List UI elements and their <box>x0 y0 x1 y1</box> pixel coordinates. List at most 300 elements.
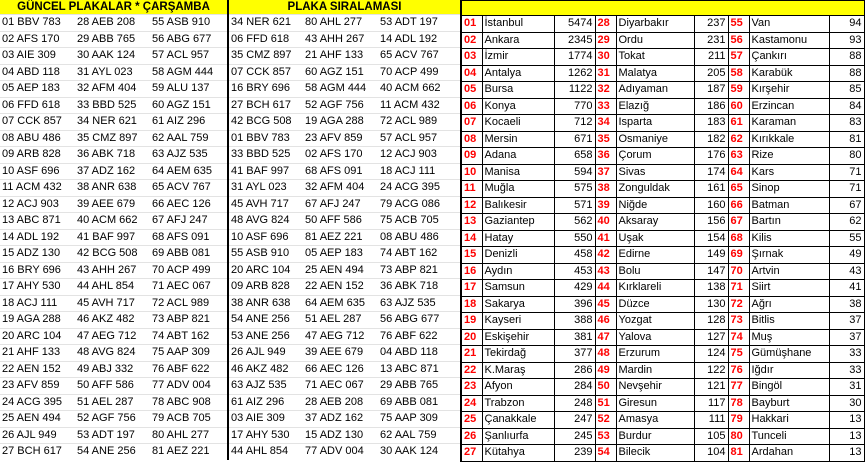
plate-cell: 67 AFJ 247 <box>150 213 228 230</box>
city-name: Kayseri <box>482 313 554 330</box>
plate-cell: 54 ANE 256 <box>228 312 303 329</box>
rank-code: 46 <box>595 313 616 330</box>
ranking-row <box>461 148 864 165</box>
plate-cell: 53 ANE 256 <box>228 328 303 345</box>
plate-cell: 33 BBD 525 <box>75 97 150 114</box>
plate-row <box>0 114 460 131</box>
plate-count: 5474 <box>554 16 595 33</box>
plate-count: 160 <box>694 197 728 214</box>
plate-row <box>0 229 460 246</box>
city-name: Kilis <box>749 230 829 247</box>
city-name: Muş <box>749 329 829 346</box>
city-name: Tokat <box>616 49 694 66</box>
plate-count: 594 <box>554 164 595 181</box>
plate-cell: 75 ACB 705 <box>378 213 460 230</box>
plate-cell: 12 ACJ 903 <box>0 196 75 213</box>
ranking-row <box>461 263 864 280</box>
rank-code: 50 <box>595 379 616 396</box>
rank-code: 25 <box>461 412 482 429</box>
plate-count: 575 <box>554 181 595 198</box>
city-name: Kütahya <box>482 445 554 462</box>
city-name: Sinop <box>749 181 829 198</box>
plate-cell: 58 AGM 444 <box>150 64 228 81</box>
plate-cell: 38 ANR 638 <box>75 180 150 197</box>
city-name: Isparta <box>616 115 694 132</box>
city-name: Karaman <box>749 115 829 132</box>
plate-count: 712 <box>554 115 595 132</box>
plate-count: 381 <box>554 329 595 346</box>
ranking-row <box>461 214 864 231</box>
plate-cell: 10 ASF 696 <box>228 229 303 246</box>
rank-code: 54 <box>595 445 616 462</box>
rank-code: 72 <box>728 296 749 313</box>
plate-cell: 61 AIZ 296 <box>150 114 228 131</box>
ranking-row <box>461 329 864 346</box>
plate-count: 85 <box>829 82 864 99</box>
rank-code: 10 <box>461 164 482 181</box>
city-ranking-table <box>460 0 865 462</box>
ranking-row <box>461 115 864 132</box>
plate-cell: 02 AFS 170 <box>303 147 378 164</box>
plate-count: 33 <box>829 362 864 379</box>
plate-row <box>0 97 460 114</box>
plate-cell: 53 ADT 197 <box>378 15 460 32</box>
rank-code: 73 <box>728 313 749 330</box>
ranking-row <box>461 230 864 247</box>
plate-cell: 10 ASF 696 <box>0 163 75 180</box>
rank-code: 36 <box>595 148 616 165</box>
plate-cell: 39 AEE 679 <box>303 345 378 362</box>
plate-row <box>0 196 460 213</box>
plate-cell: 09 ARB 828 <box>0 147 75 164</box>
city-name: Karabük <box>749 65 829 82</box>
plate-cell: 24 ACG 395 <box>378 180 460 197</box>
city-name: Kocaeli <box>482 115 554 132</box>
city-name: Tekirdağ <box>482 346 554 363</box>
plate-cell: 47 AEG 712 <box>75 328 150 345</box>
plate-cell: 60 AGZ 151 <box>150 97 228 114</box>
plate-cell: 25 AEN 494 <box>303 262 378 279</box>
city-name: Manisa <box>482 164 554 181</box>
plate-cell: 56 ABG 677 <box>150 31 228 48</box>
rank-code: 30 <box>595 49 616 66</box>
plate-count: 770 <box>554 98 595 115</box>
plate-count: 248 <box>554 395 595 412</box>
plate-cell: 18 ACJ 111 <box>0 295 75 312</box>
plate-cell: 15 ADZ 130 <box>303 427 378 444</box>
plate-count: 55 <box>829 230 864 247</box>
plate-cell: 73 ABP 821 <box>150 312 228 329</box>
city-name: Ordu <box>616 32 694 49</box>
plate-cell: 80 AHL 277 <box>150 427 228 444</box>
rank-code: 16 <box>461 263 482 280</box>
plate-cell: 51 AEL 287 <box>75 394 150 411</box>
plate-cell: 40 ACM 662 <box>75 213 150 230</box>
plate-cell: 22 AEN 152 <box>0 361 75 378</box>
rank-code: 48 <box>595 346 616 363</box>
plate-count: 458 <box>554 247 595 264</box>
rank-code: 63 <box>728 148 749 165</box>
city-name: Diyarbakır <box>616 16 694 33</box>
plate-cell: 71 AEC 067 <box>150 279 228 296</box>
plate-cell: 77 ADV 004 <box>303 444 378 460</box>
plate-cell: 55 ASB 910 <box>228 246 303 263</box>
plate-cell: 77 ADV 004 <box>150 378 228 395</box>
plate-count: 41 <box>829 280 864 297</box>
plate-cell: 51 AEL 287 <box>303 312 378 329</box>
rank-code: 56 <box>728 32 749 49</box>
city-name: Bursa <box>482 82 554 99</box>
plate-row <box>0 394 460 411</box>
city-name: Trabzon <box>482 395 554 412</box>
ranking-row <box>461 412 864 429</box>
rank-code: 68 <box>728 230 749 247</box>
rank-code: 23 <box>461 379 482 396</box>
city-name: Mersin <box>482 131 554 148</box>
rank-code: 07 <box>461 115 482 132</box>
plate-count: 83 <box>829 115 864 132</box>
ranking-row <box>461 197 864 214</box>
plate-count: 237 <box>694 16 728 33</box>
plate-cell: 08 ABU 486 <box>378 229 460 246</box>
city-name: Ankara <box>482 32 554 49</box>
ranking-row <box>461 313 864 330</box>
plate-cell: 16 BRY 696 <box>0 262 75 279</box>
plate-cell: 27 BCH 617 <box>228 97 303 114</box>
rank-code: 02 <box>461 32 482 49</box>
city-name: Giresun <box>616 395 694 412</box>
plate-cell: 33 BBD 525 <box>228 147 303 164</box>
plate-cell: 06 FFD 618 <box>0 97 75 114</box>
rank-code: 22 <box>461 362 482 379</box>
city-name: Konya <box>482 98 554 115</box>
rank-code: 57 <box>728 49 749 66</box>
city-name: Kars <box>749 164 829 181</box>
ranking-row <box>461 98 864 115</box>
plate-cell: 21 AHF 133 <box>0 345 75 362</box>
city-name: Denizli <box>482 247 554 264</box>
city-name: Afyon <box>482 379 554 396</box>
rank-code: 08 <box>461 131 482 148</box>
plate-cell: 27 BCH 617 <box>0 444 75 460</box>
plate-cell: 50 AFF 586 <box>75 378 150 395</box>
plate-cell: 58 AGM 444 <box>303 81 378 98</box>
plate-count: 388 <box>554 313 595 330</box>
plate-cell: 59 ALU 137 <box>150 81 228 98</box>
plate-cell: 23 AFV 859 <box>303 130 378 147</box>
plate-cell: 05 AEP 183 <box>0 81 75 98</box>
plate-count: 245 <box>554 428 595 445</box>
plate-count: 286 <box>554 362 595 379</box>
plate-cell: 39 AEE 679 <box>75 196 150 213</box>
plate-cell: 26 AJL 949 <box>0 427 75 444</box>
plate-cell: 43 AHH 267 <box>75 262 150 279</box>
plate-cell: 48 AVG 824 <box>75 345 150 362</box>
ranking-row <box>461 65 864 82</box>
city-name: Aydın <box>482 263 554 280</box>
rank-code: 42 <box>595 247 616 264</box>
plate-cell: 11 ACM 432 <box>0 180 75 197</box>
plate-cell: 16 BRY 696 <box>228 81 303 98</box>
plate-count: 211 <box>694 49 728 66</box>
ranking-row <box>461 280 864 297</box>
rank-code: 52 <box>595 412 616 429</box>
city-name: Uşak <box>616 230 694 247</box>
plate-cell: 01 BBV 783 <box>228 130 303 147</box>
plate-row <box>0 81 460 98</box>
plate-cell: 75 AAP 309 <box>150 345 228 362</box>
plate-cell: 13 ABC 871 <box>0 213 75 230</box>
city-name: Gümüşhane <box>749 346 829 363</box>
plate-cell: 03 AIE 309 <box>228 411 303 428</box>
plate-cell: 61 AIZ 296 <box>228 394 303 411</box>
city-name: Erzincan <box>749 98 829 115</box>
rank-code: 32 <box>595 82 616 99</box>
plate-cell: 63 AJZ 535 <box>378 295 460 312</box>
plate-row <box>0 48 460 65</box>
plate-cell: 08 ABU 486 <box>0 130 75 147</box>
rank-code: 04 <box>461 65 482 82</box>
plate-count: 161 <box>694 181 728 198</box>
plate-row <box>0 262 460 279</box>
city-name: Samsun <box>482 280 554 297</box>
rank-code: 41 <box>595 230 616 247</box>
plate-cell: 74 ABT 162 <box>150 328 228 345</box>
city-name: Eskişehir <box>482 329 554 346</box>
plate-count: 147 <box>694 263 728 280</box>
plate-cell: 47 AEG 712 <box>303 328 378 345</box>
plate-cell: 46 AKZ 482 <box>75 312 150 329</box>
city-name: Artvin <box>749 263 829 280</box>
plate-cell: 60 AGZ 151 <box>303 64 378 81</box>
rank-code: 20 <box>461 329 482 346</box>
city-name: Muğla <box>482 181 554 198</box>
plate-cell: 19 AGA 288 <box>303 114 378 131</box>
plate-count: 38 <box>829 296 864 313</box>
plate-count: 49 <box>829 247 864 264</box>
city-name: Kırıkkale <box>749 131 829 148</box>
plate-count: 562 <box>554 214 595 231</box>
plate-count: 231 <box>694 32 728 49</box>
city-name: Antalya <box>482 65 554 82</box>
plate-cell: 32 AFM 404 <box>303 180 378 197</box>
ranking-row <box>461 395 864 412</box>
rank-code: 09 <box>461 148 482 165</box>
ranking-row <box>461 49 864 66</box>
plate-count: 377 <box>554 346 595 363</box>
plate-cell: 37 ADZ 162 <box>75 163 150 180</box>
plate-cell: 44 AHL 854 <box>228 444 303 460</box>
rank-code: 06 <box>461 98 482 115</box>
plate-cell: 04 ABD 118 <box>378 345 460 362</box>
plate-count: 67 <box>829 197 864 214</box>
plate-count: 37 <box>829 329 864 346</box>
rank-code: 51 <box>595 395 616 412</box>
plate-cell: 70 ACP 499 <box>378 64 460 81</box>
city-name: Bolu <box>616 263 694 280</box>
plate-cell: 67 AFJ 247 <box>303 196 378 213</box>
plate-row <box>0 147 460 164</box>
plate-count: 127 <box>694 329 728 346</box>
plate-cell: 52 AGF 756 <box>303 97 378 114</box>
plate-count: 122 <box>694 362 728 379</box>
city-name: Çanakkale <box>482 412 554 429</box>
city-name: Kırklareli <box>616 280 694 297</box>
rank-code: 75 <box>728 346 749 363</box>
plate-count: 94 <box>829 16 864 33</box>
city-name: Rize <box>749 148 829 165</box>
city-name: Mardin <box>616 362 694 379</box>
plate-cell: 07 CCK 857 <box>228 64 303 81</box>
city-name: Düzce <box>616 296 694 313</box>
plate-cell: 21 AHF 133 <box>303 48 378 65</box>
city-name: Bingöl <box>749 379 829 396</box>
plate-cell: 32 AFM 404 <box>75 81 150 98</box>
rank-code: 62 <box>728 131 749 148</box>
rank-code: 14 <box>461 230 482 247</box>
plate-cell: 66 AEC 126 <box>150 196 228 213</box>
plate-cell: 56 ABG 677 <box>378 312 460 329</box>
plate-row <box>0 213 460 230</box>
plate-cell: 30 AAK 124 <box>378 444 460 460</box>
plate-cell: 62 AAL 759 <box>150 130 228 147</box>
city-name: Gaziantep <box>482 214 554 231</box>
plate-cell: 76 ABF 622 <box>378 328 460 345</box>
rank-code: 53 <box>595 428 616 445</box>
plate-cell: 63 AJZ 535 <box>228 378 303 395</box>
rank-code: 35 <box>595 131 616 148</box>
plate-count: 284 <box>554 379 595 396</box>
rank-code: 49 <box>595 362 616 379</box>
plate-cell: 75 AAP 309 <box>378 411 460 428</box>
plate-row <box>0 130 460 147</box>
plate-cell: 53 ADT 197 <box>75 427 150 444</box>
plate-cell: 40 ACM 662 <box>378 81 460 98</box>
rank-code: 11 <box>461 181 482 198</box>
city-name: Ağrı <box>749 296 829 313</box>
plate-count: 429 <box>554 280 595 297</box>
plate-cell: 30 AAK 124 <box>75 48 150 65</box>
plate-row <box>0 345 460 362</box>
city-name: Çorum <box>616 148 694 165</box>
rank-code: 33 <box>595 98 616 115</box>
city-name: Malatya <box>616 65 694 82</box>
plate-count: 30 <box>829 395 864 412</box>
ranking-row <box>461 82 864 99</box>
plate-cell: 18 ACJ 111 <box>378 163 460 180</box>
city-name: Nevşehir <box>616 379 694 396</box>
plate-cell: 05 AEP 183 <box>303 246 378 263</box>
city-name: Çankırı <box>749 49 829 66</box>
plate-cell: 26 AJL 949 <box>228 345 303 362</box>
city-name: Sakarya <box>482 296 554 313</box>
city-name: Bayburt <box>749 395 829 412</box>
rank-code: 01 <box>461 16 482 33</box>
rank-code: 15 <box>461 247 482 264</box>
rank-code: 70 <box>728 263 749 280</box>
plate-cell: 13 ABC 871 <box>378 361 460 378</box>
city-name: Balıkesir <box>482 197 554 214</box>
plate-count: 84 <box>829 98 864 115</box>
plate-cell: 02 AFS 170 <box>0 31 75 48</box>
plate-cell: 66 AEC 126 <box>303 361 378 378</box>
city-name: Şanlıurfa <box>482 428 554 445</box>
rank-code: 81 <box>728 445 749 462</box>
plate-cell: 42 BCG 508 <box>75 246 150 263</box>
plate-count: 550 <box>554 230 595 247</box>
plate-count: 105 <box>694 428 728 445</box>
city-name: Erzurum <box>616 346 694 363</box>
plate-cell: 35 CMZ 897 <box>228 48 303 65</box>
rank-code: 43 <box>595 263 616 280</box>
rank-code: 60 <box>728 98 749 115</box>
plate-cell: 03 AIE 309 <box>0 48 75 65</box>
plate-row <box>0 64 460 81</box>
plate-cell: 09 ARB 828 <box>228 279 303 296</box>
plate-cell: 28 AEB 208 <box>75 15 150 32</box>
plate-cell: 04 ABD 118 <box>0 64 75 81</box>
city-name: K.Maraş <box>482 362 554 379</box>
plate-cell: 01 BBV 783 <box>0 15 75 32</box>
plate-cell: 71 AEC 067 <box>303 378 378 395</box>
plate-count: 671 <box>554 131 595 148</box>
city-name: Bilecik <box>616 445 694 462</box>
plate-count: 128 <box>694 313 728 330</box>
rank-code: 79 <box>728 412 749 429</box>
plate-count: 149 <box>694 247 728 264</box>
city-name: Batman <box>749 197 829 214</box>
plate-count: 205 <box>694 65 728 82</box>
city-name: Burdur <box>616 428 694 445</box>
current-plates-title: GÜNCEL PLAKALAR * ÇARŞAMBA <box>0 0 228 15</box>
plate-count: 571 <box>554 197 595 214</box>
city-name: Siirt <box>749 280 829 297</box>
city-name: Elazığ <box>616 98 694 115</box>
plate-cell: 38 ANR 638 <box>228 295 303 312</box>
plate-count: 43 <box>829 263 864 280</box>
plate-count: 124 <box>694 346 728 363</box>
plate-count: 130 <box>694 296 728 313</box>
plate-cell: 57 ACL 957 <box>378 130 460 147</box>
city-name: Kastamonu <box>749 32 829 49</box>
plate-cell: 17 AHY 530 <box>228 427 303 444</box>
city-name: Şırnak <box>749 247 829 264</box>
plate-count: 396 <box>554 296 595 313</box>
plate-count: 88 <box>829 65 864 82</box>
ranking-row <box>461 379 864 396</box>
rank-code: 80 <box>728 428 749 445</box>
city-name: Iğdır <box>749 362 829 379</box>
rank-code: 38 <box>595 181 616 198</box>
plate-cell: 81 AEZ 221 <box>150 444 228 460</box>
plate-cell: 15 ADZ 130 <box>0 246 75 263</box>
rank-code: 47 <box>595 329 616 346</box>
city-name: Adıyaman <box>616 82 694 99</box>
plate-count: 80 <box>829 148 864 165</box>
plate-row <box>0 180 460 197</box>
plate-cell: 55 ASB 910 <box>150 15 228 32</box>
ranking-header-row <box>461 1 864 16</box>
city-name: Edirne <box>616 247 694 264</box>
plate-count: 239 <box>554 445 595 462</box>
plate-count: 121 <box>694 379 728 396</box>
rank-code: 31 <box>595 65 616 82</box>
plate-count: 88 <box>829 49 864 66</box>
rank-code: 19 <box>461 313 482 330</box>
plate-cell: 54 ANE 256 <box>75 444 150 460</box>
ranking-row <box>461 32 864 49</box>
plate-count: 156 <box>694 214 728 231</box>
